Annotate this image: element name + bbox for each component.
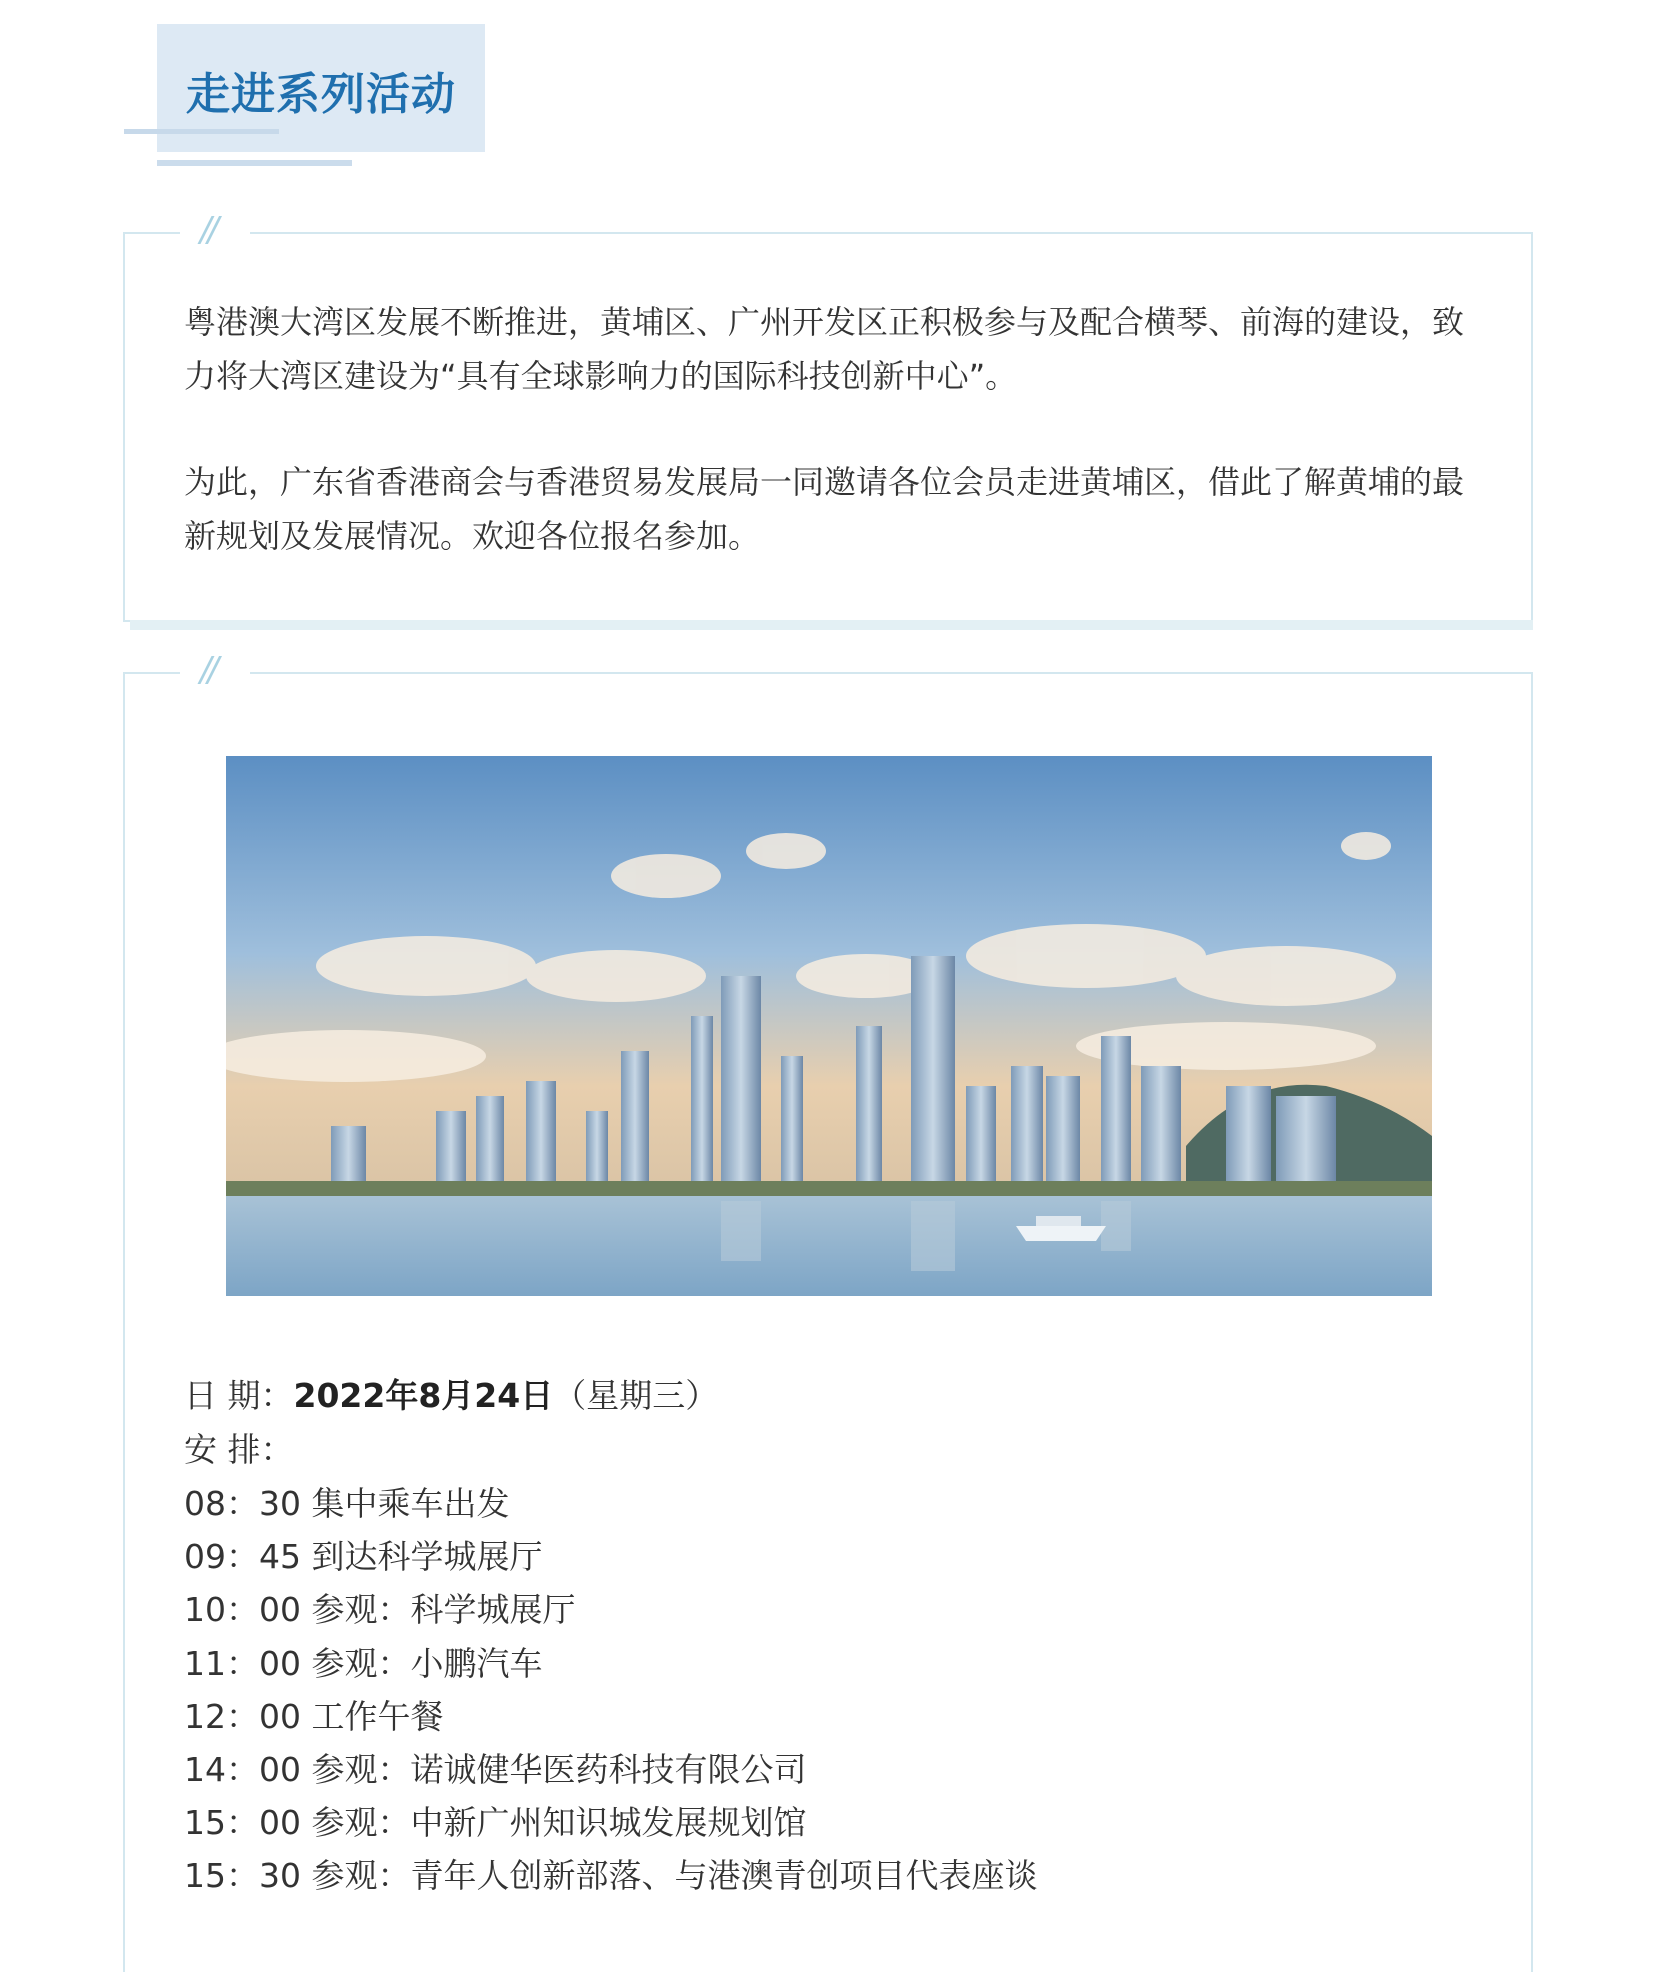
header-underline bbox=[124, 129, 279, 134]
date-label: 日 期： bbox=[184, 1376, 294, 1415]
event-date bbox=[184, 1376, 718, 1416]
intro-card bbox=[123, 232, 1533, 622]
schedule-item: 10：00 参观：科学城展厅 bbox=[184, 1590, 576, 1629]
schedule-item: 11：00 参观：小鹏汽车 bbox=[184, 1644, 543, 1683]
card-border-gap bbox=[180, 668, 250, 678]
card-border-gap bbox=[180, 228, 250, 238]
schedule-item: 08：30 集中乘车出发 bbox=[184, 1484, 510, 1523]
intro-paragraph-2: 为此，广东省香港商会与香港贸易发展局一同邀请各位会员走进黄埔区，借此了解黄埔的最新规划及发展情况。欢迎各位报名参加。 bbox=[184, 463, 1465, 555]
intro-paragraph-1: 粤港澳大湾区发展不断推进，黄埔区、广州开发区正积极参与及配合横琴、前海的建设，致力将大湾区建设为“具有全球影响力的国际科技创新中心”。 bbox=[184, 303, 1465, 395]
schedule-item: 09：45 到达科学城展厅 bbox=[184, 1537, 543, 1576]
date-value: 2022年8月24日 bbox=[293, 1376, 554, 1415]
intro-card-shadow bbox=[130, 620, 1533, 630]
schedule-label: 安 排： bbox=[184, 1430, 294, 1469]
header-underline-accent bbox=[157, 160, 352, 166]
schedule-item: 12：00 工作午餐 bbox=[184, 1697, 444, 1736]
date-weekday: （星期三） bbox=[553, 1376, 719, 1415]
section-title: 走进系列活动 bbox=[186, 69, 456, 120]
schedule-item: 15：00 参观：中新广州知识城发展规划馆 bbox=[184, 1803, 807, 1842]
city-skyline-image bbox=[226, 756, 1432, 1296]
schedule-item: 15：30 参观：青年人创新部落、与港澳青创项目代表座谈 bbox=[184, 1856, 1038, 1895]
schedule-item: 14：00 参观：诺诚健华医药科技有限公司 bbox=[184, 1750, 807, 1789]
slash-decoration-icon: // bbox=[200, 650, 215, 690]
slash-decoration-icon: // bbox=[200, 210, 215, 250]
